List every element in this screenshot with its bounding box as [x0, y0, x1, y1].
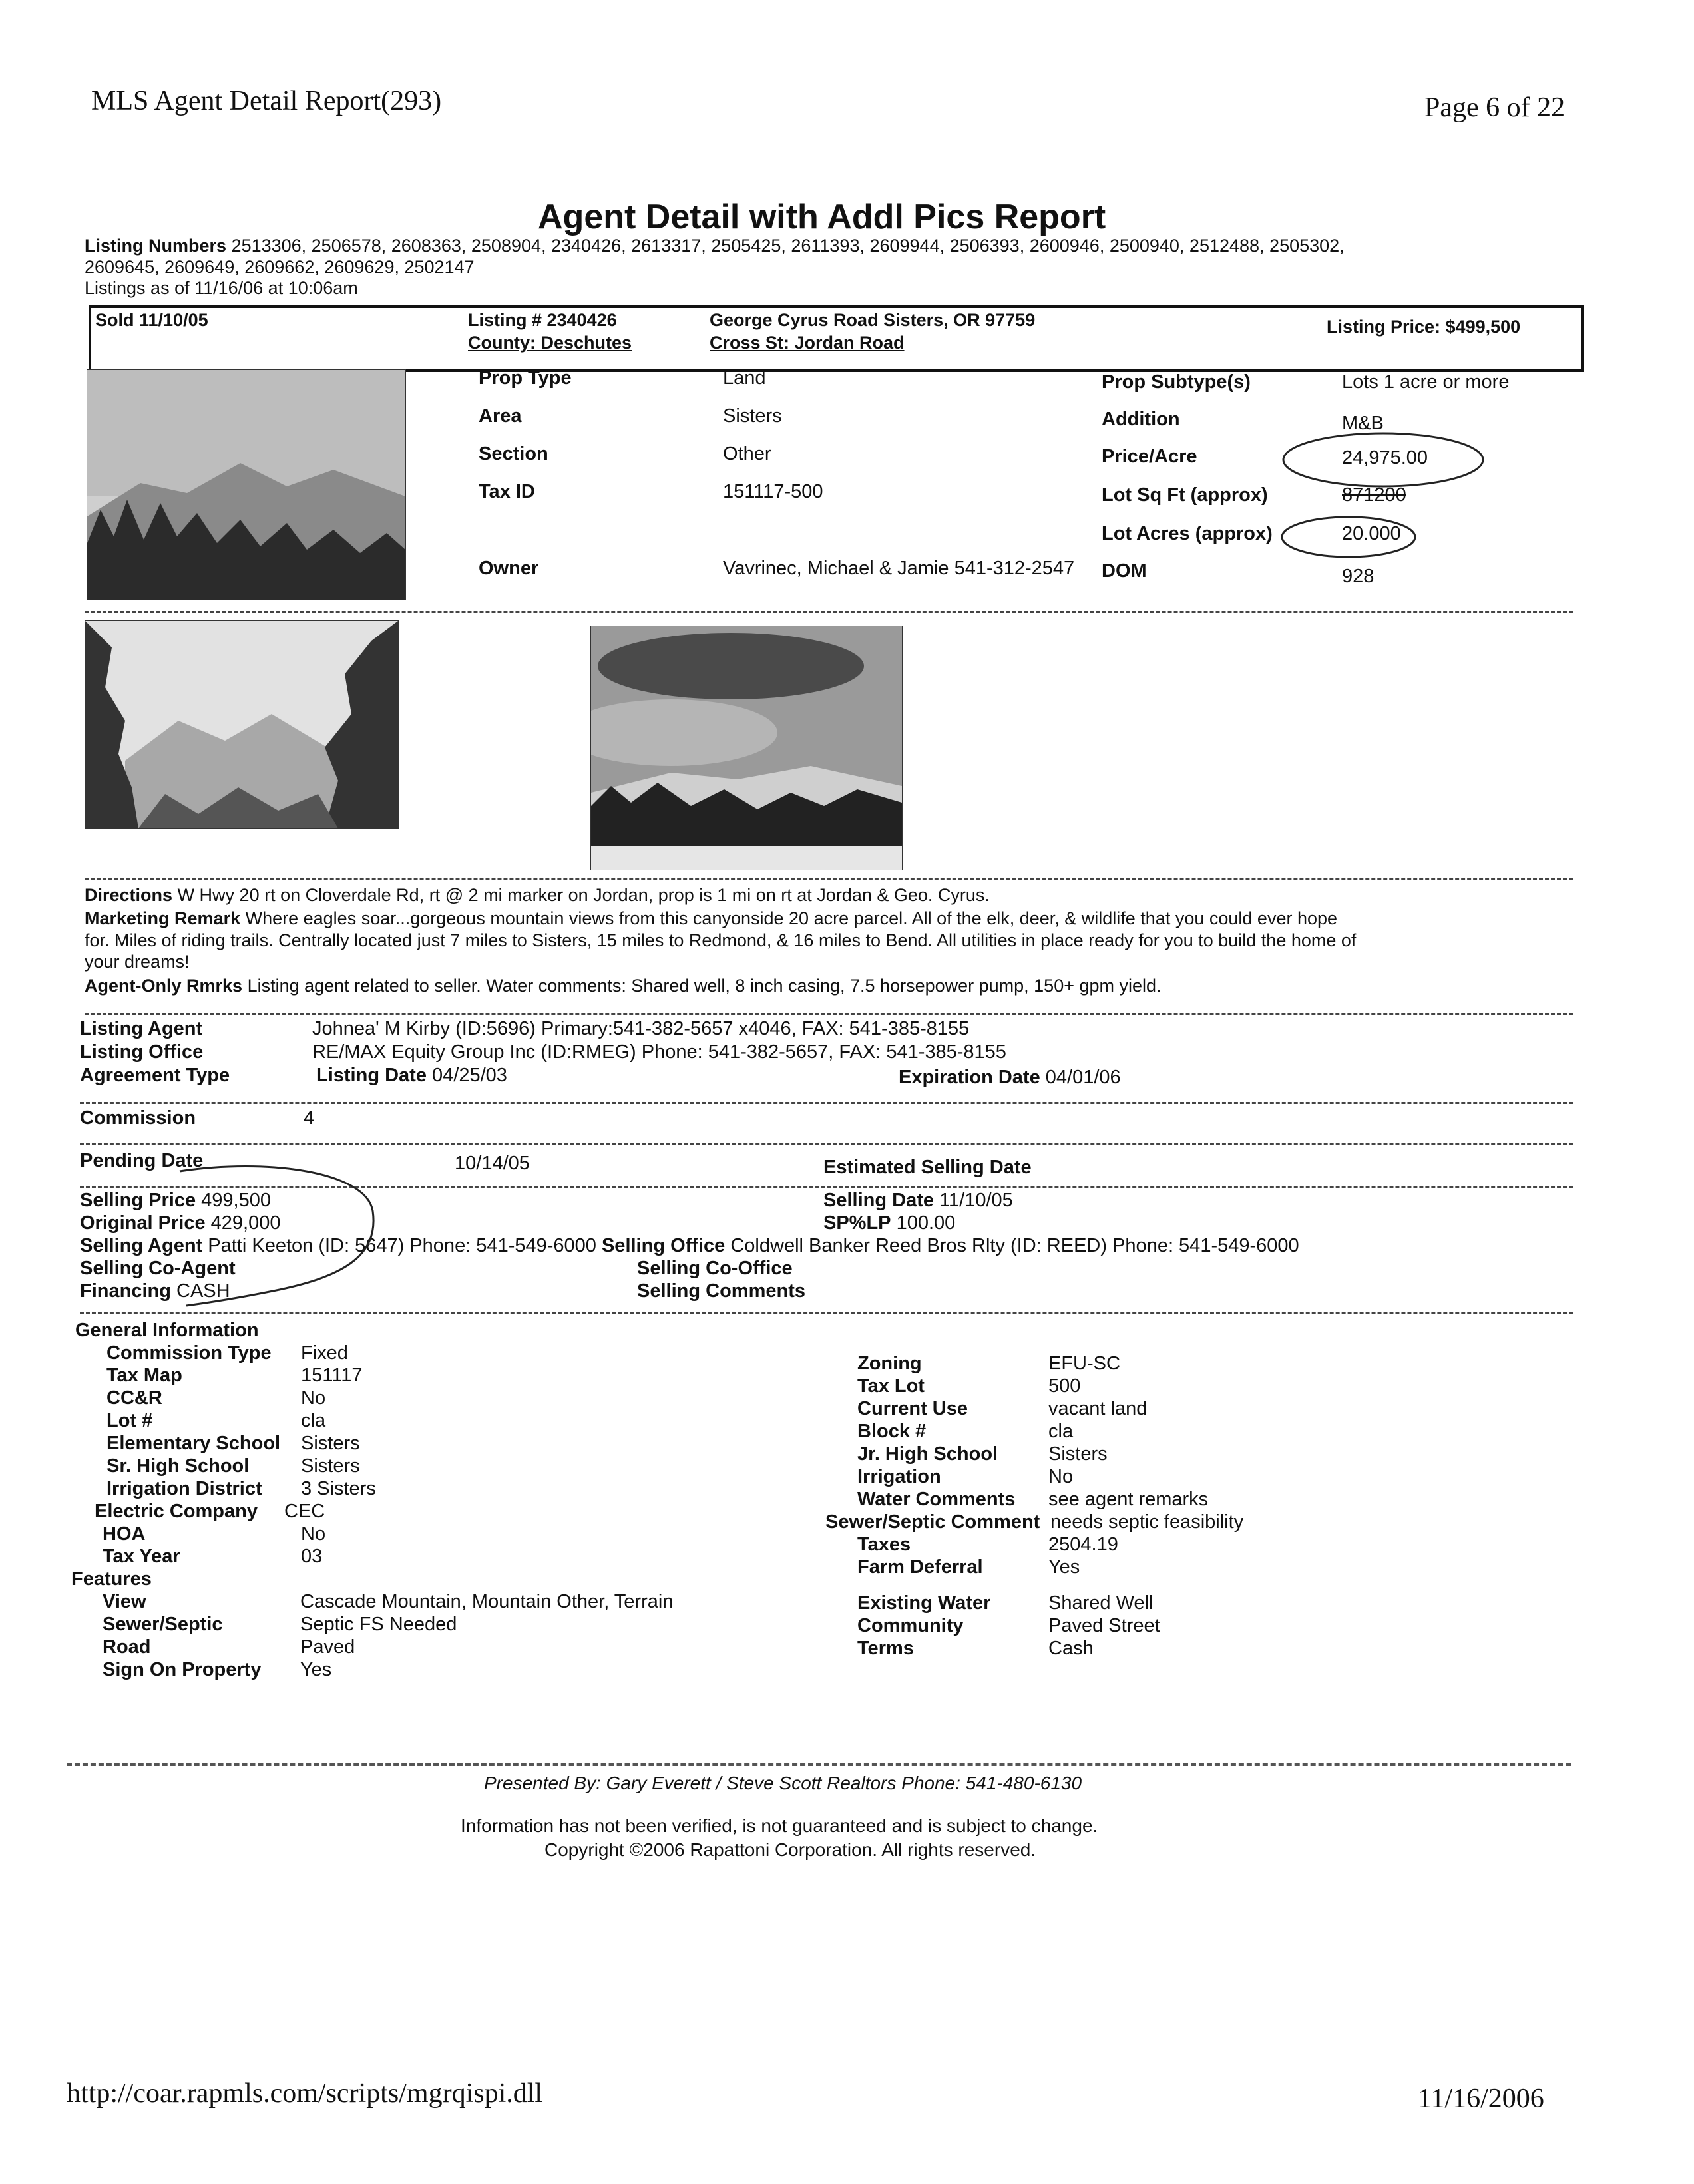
- selling-agent-label: Selling Agent: [80, 1235, 203, 1256]
- general-info-heading: General Information: [75, 1320, 259, 1341]
- county: County: Deschutes: [468, 333, 632, 353]
- commission-type-value: Fixed: [301, 1342, 348, 1364]
- prop-subtype-value: Lots 1 acre or more: [1342, 371, 1510, 393]
- selling-date: [823, 1190, 1013, 1212]
- owner-label: Owner: [479, 558, 539, 579]
- commission-label: Commission: [80, 1107, 196, 1129]
- price-acre-label: Price/Acre: [1102, 446, 1197, 467]
- directions-text: W Hwy 20 rt on Cloverdale Rd, rt @ 2 mi marker on Jordan, prop is 1 mi on rt at Jordan & Geo. Cyrus.: [177, 885, 990, 905]
- commission-type-label: Commission Type: [106, 1342, 272, 1364]
- presented-by: Presented By: Gary Everett / Steve Scott Realtors Phone: 541-480-6130: [484, 1773, 1082, 1793]
- prop-subtype-label: Prop Subtype(s): [1102, 371, 1251, 393]
- current-use-label: Current Use: [857, 1398, 968, 1419]
- selling-price-label: Selling Price: [80, 1190, 196, 1211]
- selling-date-label: Selling Date: [823, 1190, 934, 1211]
- sewer-septic-value: Septic FS Needed: [300, 1614, 457, 1635]
- tax-map-label: Tax Map: [106, 1365, 182, 1386]
- listing-price: Listing Price: $499,500: [1327, 317, 1521, 337]
- irrigation-district-label: Irrigation District: [106, 1478, 262, 1499]
- footer-date: 11/16/2006: [1418, 2084, 1544, 2114]
- sign-on-property-label: Sign On Property: [103, 1659, 262, 1680]
- marketing-label: Marketing Remark: [85, 908, 241, 928]
- listings-as-of: Listings as of 11/16/06 at 10:06am: [85, 278, 358, 298]
- community-value: Paved Street: [1048, 1615, 1160, 1636]
- farm-deferral-value: Yes: [1048, 1556, 1080, 1578]
- listing-office-value: RE/MAX Equity Group Inc (ID:RMEG) Phone: 541-382-5657, FAX: 541-385-8155: [312, 1041, 1006, 1063]
- area-value: Sisters: [723, 405, 782, 427]
- listing-numbers: [85, 236, 1345, 256]
- selling-comments-label: Selling Comments: [637, 1280, 805, 1302]
- sign-on-property-value: Yes: [300, 1659, 332, 1680]
- addition-value: M&B: [1342, 413, 1384, 434]
- selling-office-label: Selling Office: [601, 1235, 726, 1256]
- selling-date-value: 11/10/05: [939, 1190, 1013, 1211]
- electric-company-label: Electric Company: [95, 1501, 258, 1522]
- selling-agent-value: Patti Keeton (ID: 5647) Phone: 541-549-6000: [208, 1235, 596, 1256]
- water-comments-label: Water Comments: [857, 1489, 1016, 1510]
- listing-agent-value: Johnea' M Kirby (ID:5696) Primary:541-382-5657 x4046, FAX: 541-385-8155: [312, 1018, 970, 1039]
- lot-number-label: Lot #: [106, 1410, 153, 1431]
- taxes-value: 2504.19: [1048, 1534, 1118, 1555]
- financing-value: CASH: [176, 1280, 230, 1302]
- elementary-school-label: Elementary School: [106, 1433, 281, 1454]
- listing-date-label: Listing Date: [316, 1065, 427, 1086]
- road-value: Paved: [300, 1636, 355, 1658]
- dom-value: 928: [1342, 566, 1375, 587]
- lot-acres-value: 20.000: [1342, 523, 1401, 544]
- cross-street: Cross St: Jordan Road: [710, 333, 905, 353]
- pending-date-label: Pending Date: [80, 1150, 204, 1171]
- selling-co-agent-label: Selling Co-Agent: [80, 1258, 236, 1279]
- agent-only-remarks: [85, 976, 1162, 996]
- sewer-septic-label: Sewer/Septic: [103, 1614, 223, 1635]
- selling-co-office-label: Selling Co-Office: [637, 1258, 793, 1279]
- prop-type-value: Land: [723, 367, 766, 389]
- sewer-septic-comment-label: Sewer/Septic Comment: [825, 1511, 1040, 1533]
- features-heading: Features: [71, 1568, 152, 1590]
- electric-company-value: CEC: [284, 1501, 325, 1522]
- pending-date-value: 10/14/05: [455, 1153, 530, 1174]
- listing-date: [316, 1065, 507, 1087]
- estimated-selling-date-label: Estimated Selling Date: [823, 1157, 1032, 1178]
- lot-sqft-label: Lot Sq Ft (approx): [1102, 484, 1268, 506]
- elementary-school-value: Sisters: [301, 1433, 360, 1454]
- report-name: MLS Agent Detail Report(293): [91, 86, 442, 116]
- lot-sqft-value: 871200: [1342, 484, 1406, 506]
- marketing-line1: Where eagles soar...gorgeous mountain views from this canyonside 20 acre parcel. All of the elk, deer, & wildlife that you could ever hope: [245, 908, 1338, 928]
- tax-id-value: 151117-500: [723, 481, 823, 502]
- tax-map-value: 151117: [301, 1365, 363, 1386]
- handwritten-circle-marks: [1278, 426, 1498, 566]
- jr-high-school-label: Jr. High School: [857, 1443, 998, 1465]
- tax-lot-label: Tax Lot: [857, 1375, 925, 1397]
- sp-lp-value: 100.00: [896, 1212, 956, 1234]
- directions-label: Directions: [85, 885, 173, 905]
- listing-numbers-line2: 2609645, 2609649, 2609662, 2609629, 2502147: [85, 257, 475, 277]
- marketing-line2: for. Miles of riding trails. Centrally located just 7 miles to Sisters, 15 miles to Redmond, & 16 miles to Bend. All utilities in place ready for you to build the home of: [85, 930, 1357, 950]
- lot-number-value: cla: [301, 1410, 326, 1431]
- copyright: Copyright ©2006 Rapattoni Corporation. All rights reserved.: [544, 1839, 1036, 1860]
- section-value: Other: [723, 443, 771, 464]
- expiration-date: [899, 1067, 1121, 1089]
- tax-id-label: Tax ID: [479, 481, 535, 502]
- status-sold: Sold 11/10/05: [95, 310, 208, 330]
- page-number: Page 6 of 22: [1424, 92, 1566, 123]
- prop-type-label: Prop Type: [479, 367, 572, 389]
- agreement-type-label: Agreement Type: [80, 1065, 230, 1086]
- selling-office-value: Coldwell Banker Reed Bros Rlty (ID: REED) Phone: 541-549-6000: [730, 1235, 1299, 1256]
- addition-label: Addition: [1102, 409, 1180, 430]
- agent-only-label: Agent-Only Rmrks: [85, 976, 243, 996]
- terms-label: Terms: [857, 1638, 914, 1659]
- taxes-label: Taxes: [857, 1534, 911, 1555]
- existing-water-value: Shared Well: [1048, 1592, 1154, 1614]
- farm-deferral-label: Farm Deferral: [857, 1556, 983, 1578]
- terms-value: Cash: [1048, 1638, 1094, 1659]
- block-number-value: cla: [1048, 1421, 1074, 1442]
- water-comments-value: see agent remarks: [1048, 1489, 1209, 1510]
- sr-high-school-label: Sr. High School: [106, 1455, 250, 1477]
- handwritten-circle-mark-sale: [166, 1158, 386, 1311]
- property-photo-3: [590, 626, 903, 870]
- price-acre-value: 24,975.00: [1342, 447, 1428, 468]
- sp-lp: [823, 1212, 955, 1234]
- sr-high-school-value: Sisters: [301, 1455, 360, 1477]
- hoa-label: HOA: [103, 1523, 146, 1545]
- irrigation-label: Irrigation: [857, 1466, 941, 1487]
- jr-high-school-value: Sisters: [1048, 1443, 1108, 1465]
- listing-numbers-line1: 2513306, 2506578, 2608363, 2508904, 2340426, 2613317, 2505425, 2611393, 2609944, 2506393, 2600946, 2500940, 2512488, 2505302,: [231, 236, 1345, 256]
- marketing-remark: [85, 908, 1337, 929]
- expiration-date-label: Expiration Date: [899, 1067, 1040, 1088]
- ccr-value: No: [301, 1387, 326, 1409]
- report-title: Agent Detail with Addl Pics Report: [538, 198, 1106, 236]
- zoning-label: Zoning: [857, 1353, 922, 1374]
- area-label: Area: [479, 405, 522, 427]
- agent-only-text: Listing agent related to seller. Water comments: Shared well, 8 inch casing, 7.5 horsepower pump, 150+ gpm yield.: [247, 976, 1162, 996]
- community-label: Community: [857, 1615, 964, 1636]
- original-price-label: Original Price: [80, 1212, 206, 1234]
- existing-water-label: Existing Water: [857, 1592, 991, 1614]
- current-use-value: vacant land: [1048, 1398, 1148, 1419]
- view-label: View: [103, 1591, 146, 1612]
- hoa-value: No: [301, 1523, 326, 1545]
- view-value: Cascade Mountain, Mountain Other, Terrain: [300, 1591, 674, 1612]
- financing-label: Financing: [80, 1280, 171, 1302]
- road-label: Road: [103, 1636, 151, 1658]
- listing-office-label: Listing Office: [80, 1041, 204, 1063]
- zoning-value: EFU-SC: [1048, 1353, 1120, 1374]
- disclaimer: Information has not been verified, is not guaranteed and is subject to change.: [461, 1815, 1098, 1836]
- tax-year-value: 03: [301, 1546, 323, 1567]
- directions: [85, 885, 990, 906]
- dom-label: DOM: [1102, 560, 1147, 582]
- commission-value: 4: [304, 1107, 315, 1129]
- lot-acres-label: Lot Acres (approx): [1102, 523, 1273, 544]
- tax-year-label: Tax Year: [103, 1546, 180, 1567]
- irrigation-district-value: 3 Sisters: [301, 1478, 376, 1499]
- original-price-value: 429,000: [210, 1212, 281, 1234]
- irrigation-value: No: [1048, 1466, 1074, 1487]
- listing-number: Listing # 2340426: [468, 310, 617, 330]
- property-photo-2: [85, 620, 399, 829]
- sewer-septic-comment-value: needs septic feasibility: [1050, 1511, 1244, 1533]
- property-photo-main: [87, 369, 406, 600]
- expiration-date-value: 04/01/06: [1045, 1067, 1121, 1088]
- marketing-line3: your dreams!: [85, 952, 190, 972]
- listing-numbers-label: Listing Numbers: [85, 236, 227, 256]
- ccr-label: CC&R: [106, 1387, 162, 1409]
- footer-url: http://coar.rapmls.com/scripts/mgrqispi.dll: [67, 2078, 543, 2109]
- owner-value: Vavrinec, Michael & Jamie 541-312-2547: [723, 558, 1075, 579]
- tax-lot-value: 500: [1048, 1375, 1081, 1397]
- sp-lp-label: SP%LP: [823, 1212, 891, 1234]
- address: George Cyrus Road Sisters, OR 97759: [710, 310, 1036, 330]
- selling-price-value: 499,500: [201, 1190, 271, 1211]
- block-number-label: Block #: [857, 1421, 927, 1442]
- section-label: Section: [479, 443, 548, 464]
- listing-agent-label: Listing Agent: [80, 1018, 203, 1039]
- listing-date-value: 04/25/03: [432, 1065, 507, 1086]
